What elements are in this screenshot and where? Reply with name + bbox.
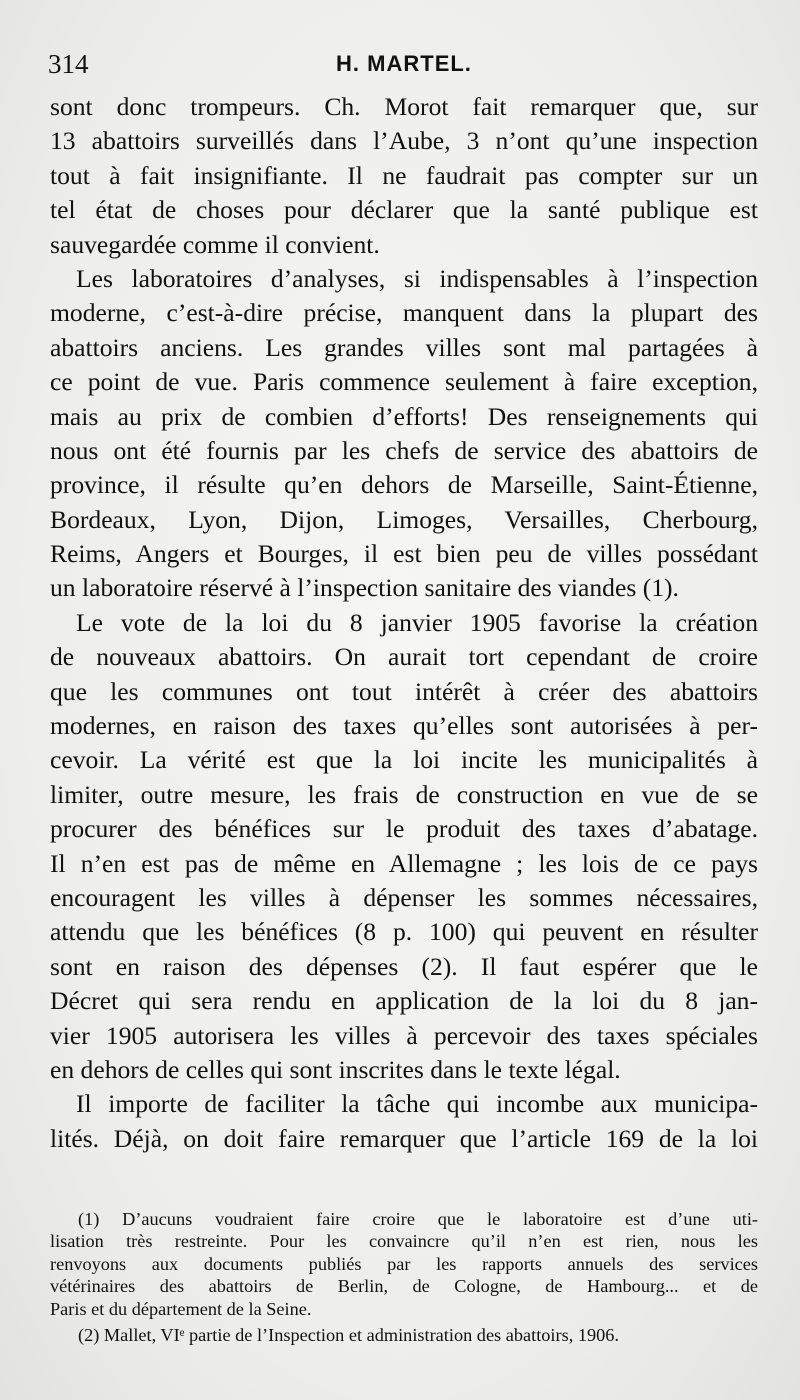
text-line: province, il résulte qu’en dehors de Marseille, Saint-Étienne, [50,470,758,500]
text-line: sont donc trompeurs. Ch. Morot fait remarquer que, sur [50,92,758,121]
text-line: sauvegardée comme il convient. [50,229,380,259]
text-line: ce point de vue. Paris commence seulement à faire exception, [50,367,758,397]
text-line: modernes, en raison des taxes qu’elles sont autorisées à per- [50,711,758,741]
text-line: moderne, c’est-à-dire précise, manquent dans la plupart des [50,298,758,328]
page-number: 314 [48,49,89,79]
text-line: que les communes ont tout intérêt à créer des abattoirs [50,676,758,706]
text-line: Reims, Angers et Bourges, il est bien peu de villes possédant [50,539,758,569]
footnote-1-line: renvoyons aux documents publiés par les rapports annuels des services [50,1253,758,1274]
text-line: sont en raison des dépenses (2). Il faut espérer que le [50,951,758,981]
text-line: abattoirs anciens. Les grandes villes sont mal partagées à [50,332,758,362]
text-line: Bordeaux, Lyon, Dijon, Limoges, Versailles, Cherbourg, [50,504,758,534]
running-head: H. MARTEL. [336,51,472,76]
text-line: encouragent les villes à dépenser les sommes nécessaires, [50,882,758,912]
text-line: mais au prix de combien d’efforts! Des renseignements qui [50,401,758,431]
body-text [50,90,758,1156]
text-line: de nouveaux abattoirs. On aurait tort cependant de croire [50,642,758,672]
text-line: limiter, outre mesure, les frais de construction en vue de se [50,779,758,809]
text-line: tout à fait insignifiante. Il ne faudrait pas compter sur un [50,160,758,190]
footnotes [50,1208,758,1346]
text-line: 13 abattoirs surveillés dans l’Aube, 3 n’ont qu’une inspection [50,126,758,156]
text-line: tel état de choses pour déclarer que la santé publique est [50,195,758,225]
text-line: cevoir. La vérité est que la loi incite les municipalités à [50,745,758,775]
footnote-1-line: lisation très restreinte. Pour les convaincre qu’il n’en est rien, nous les [50,1231,758,1252]
text-line: Décret qui sera rendu en application de la loi du 8 jan- [50,986,758,1016]
text-line: en dehors de celles qui sont inscrites dans le texte légal. [50,1054,621,1084]
page-header [48,44,760,84]
text-line: un laboratoire réservé à l’inspection sanitaire des viandes (1). [50,573,679,603]
text-line: procurer des bénéfices sur le produit des taxes d’abatage. [50,814,758,844]
text-line: Le vote de la loi du 8 janvier 1905 favorise la création [76,607,758,637]
text-line: attendu que les bénéfices (8 p. 100) qui peuvent en résulter [50,917,758,947]
text-line: Les laboratoires d’analyses, si indispensables à l’inspection [76,263,758,293]
text-line: Il n’en est pas de même en Allemagne ; les lois de ce pays [50,848,758,878]
footnote-1-line: Paris et du département de la Seine. [50,1298,312,1319]
text-line: lités. Déjà, on doit faire remarquer que l’article 169 de la loi [50,1123,758,1153]
footnote-2-line: (2) Mallet, VIᵉ partie de l’Inspection et administration des abattoirs, 1906. [78,1324,619,1345]
footnote-1-line: (1) D’aucuns voudraient faire croire que le laboratoire est d’une uti- [78,1209,758,1229]
text-line: Il importe de faciliter la tâche qui incombe aux municipa- [76,1089,758,1119]
footnote-1-line: vétérinaires des abattoirs de Berlin, de Cologne, de Hambourg... et de [50,1276,758,1297]
text-line: nous ont été fournis par les chefs de service des abattoirs de [50,435,758,465]
text-line: vier 1905 autorisera les villes à percevoir des taxes spéciales [50,1020,758,1050]
